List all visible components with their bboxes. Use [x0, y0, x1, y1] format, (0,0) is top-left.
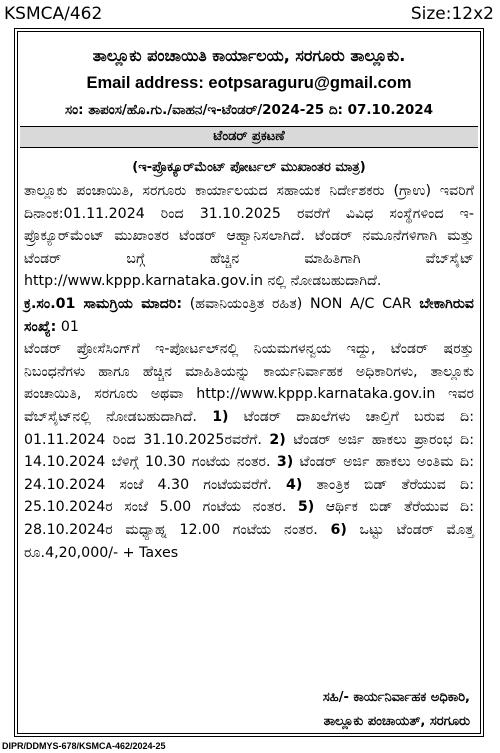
- notice-content: [20, 34, 478, 731]
- tender-subheading: (ಇ-ಪ್ರೊಕ್ಯೂರ್‌ಮೆಂಟ್ ಪೋರ್ಟಲ್ ಮುಖಾಂತರ ಮಾತ್ರ): [132, 160, 366, 175]
- tender-notice-heading: ಟೆಂಡರ್ ಪ್ರಕಟಣೆ: [20, 126, 478, 148]
- office-title: ತಾಲ್ಲೂಕು ಪಂಚಾಯಿತಿ ಕಾರ್ಯಾಲಯ, ಸರಗೂರು ತಾಲ್ಲೂಕು.: [92, 46, 406, 65]
- top-bar: [0, 4, 500, 24]
- signature-office: ತಾಲ್ಲೂಕು ಪಂಚಾಯತ್, ಸರಗೂರು: [323, 714, 470, 729]
- footer-code: DIPR/DDMYS-678/KSMCA-462/2024-25: [2, 741, 166, 751]
- schedule-item-text: ಒಟ್ಟು ಟೆಂಡರ್ ಮೊತ್ತ ರೂ.4,20,000/- + Taxes: [24, 521, 475, 561]
- count-label: ಬೇಕಾಗಿರುವ ಸಂಖ್ಯೆ:: [24, 295, 474, 335]
- schedule-item-text: ಟೆಂಡರ್ ದಾಖಲೆಗಳು ಚಾಲ್ತಿಗೆ ಬರುವ ದಿ: 01.11.2024 ರಿಂದ 31.10.2025ರವರೆಗೆ.: [24, 408, 475, 448]
- schedule-item-number: 3): [276, 454, 294, 471]
- item-line: [24, 293, 474, 338]
- email-address: Email address: eotpsaraguru@gmail.com: [86, 74, 412, 92]
- signature-title: ಸಹಿ/- ಕಾರ್ಯನಿರ್ವಾಹಕ ಅಧಿಕಾರಿ,: [322, 690, 470, 705]
- item-label: ಕ್ರ.ಸಂ.01 ಸಾಮಗ್ರಿಯ ಮಾದರಿ:: [24, 295, 183, 312]
- schedule-item-number: 5): [297, 499, 315, 516]
- schedule-item-text: ತಾಂತ್ರಿಕ ಬಿಡ್ ತೆರೆಯುವ ದಿ: 25.10.2024ರ ಸಂಜೆ 5.00 ಗಂಟೆಯ ನಂತರ.: [24, 476, 474, 516]
- paragraph-terms: [24, 338, 474, 564]
- item-value: (ಹವಾನಿಯಂತ್ರಿತ ರಹಿತ) NON A/C CAR: [189, 295, 412, 312]
- schedule-item-text: ಟೆಂಡರ್ ಅರ್ಜಿ ಹಾಕಲು ಅಂತಿಮ ದಿ: 24.10.2024 ಸಂಜೆ 4.30 ಗಂಟೆಯವರೆಗೆ.: [24, 454, 474, 493]
- schedule-item-text: ಟೆಂಡರ್ ಅರ್ಜಿ ಹಾಕಲು ಪ್ರಾರಂಭ ದಿ: 14.10.2024 ಬೆಳಿಗ್ಗೆ 10.30 ಗಂಟೆಯ ನಂತರ.: [24, 431, 474, 471]
- count-value: 01: [60, 318, 79, 335]
- schedule-item-text: ಆರ್ಥಿಕ ಬಿಡ್ ತೆರೆಯುವ ದಿ: 28.10.2024ರ ಮಧ್ಯಾಹ್ನ 12.00 ಗಂಟೆಯ ನಂತರ.: [24, 499, 474, 538]
- schedule-item-number: 1): [212, 408, 229, 425]
- reference-number: ಸಂ: ತಾಪಂಸ/ಹೊ.ಗು./ವಾಹನ/ಇ-ಟೆಂಡರ್/2024-25 ದಿ: 07.10.2024: [64, 102, 434, 118]
- schedule-list: [24, 409, 474, 561]
- notice-frame: [14, 28, 484, 737]
- schedule-item-number: 6): [330, 521, 347, 538]
- terms-text: ಟೆಂಡರ್ ಪ್ರೋಸೆಸಿಂಗ್‌ಗೆ ಇ-ಪೋರ್ಟಲ್‌ನಲ್ಲಿ ನಿಯಮಗಳನ್ವಯ ಇದ್ದು, ಟೆಂಡರ್ ಷರತ್ತು ನಿಬಂಧನೆಗಳು ಹಾಗೂ ಹೆಚ್ಚಿನ ಮಾಹಿತಿಯನ್ನು ಕಾರ್ಯನಿರ್ವಾಹಕ ಅಧಿಕಾರಿಗಳು, ತಾಲ್ಲೂಕು ಪಂಚಾಯಿತಿ, ಸರಗೂರು ಅಥವಾ http://www.kppp.karnataka.gov.in ಇವರ ವೆಬ್‌ಸೈಟ್‌ನಲ್ಲಿ ನೋಡಬಹುದಾಗಿದೆ.: [24, 341, 474, 425]
- ad-code: KSMCA/462: [4, 4, 103, 24]
- schedule-item-number: 2): [269, 431, 286, 448]
- ad-size: Size:12x2: [410, 4, 494, 24]
- signature-block: [323, 686, 470, 734]
- schedule-item-number: 4): [285, 476, 303, 493]
- notice-body: [24, 180, 474, 564]
- paragraph-intro: ತಾಲ್ಲೂಕು ಪಂಚಾಯಿತಿ, ಸರಗೂರು ಕಾರ್ಯಾಲಯದ ಸಹಾಯಕ ನಿರ್ದೇಶಕರು (ಗ್ರಾಉ) ಇವರಿಗೆ ದಿನಾಂಕ:01.11.2024 ರಿಂದ 31.10.2025 ರವರೆಗೆ ವಿವಿಧ ಸಂಸ್ಥೆಗಳಿಂದ ಇ-ಪ್ರೊಕ್ಯೂರ್‌ಮೆಂಟ್ ಮುಖಾಂತರ ಟೆಂಡರ್ ಆಹ್ವಾನಿಸಲಾಗಿದೆ. ಟೆಂಡರ್ ನಮೂನೆಗಳಿಗಾಗಿ ಮತ್ತು ಟೆಂಡರ್ ಬಗ್ಗೆ ಹೆಚ್ಚಿನ ಮಾಹಿತಿಗಾಗಿ ವೆಬ್‌ಸೈಟ್ http://www.kppp.karnataka.gov.in ನಲ್ಲಿ ನೋಡಬಹುದಾಗಿದೆ.: [24, 183, 474, 290]
